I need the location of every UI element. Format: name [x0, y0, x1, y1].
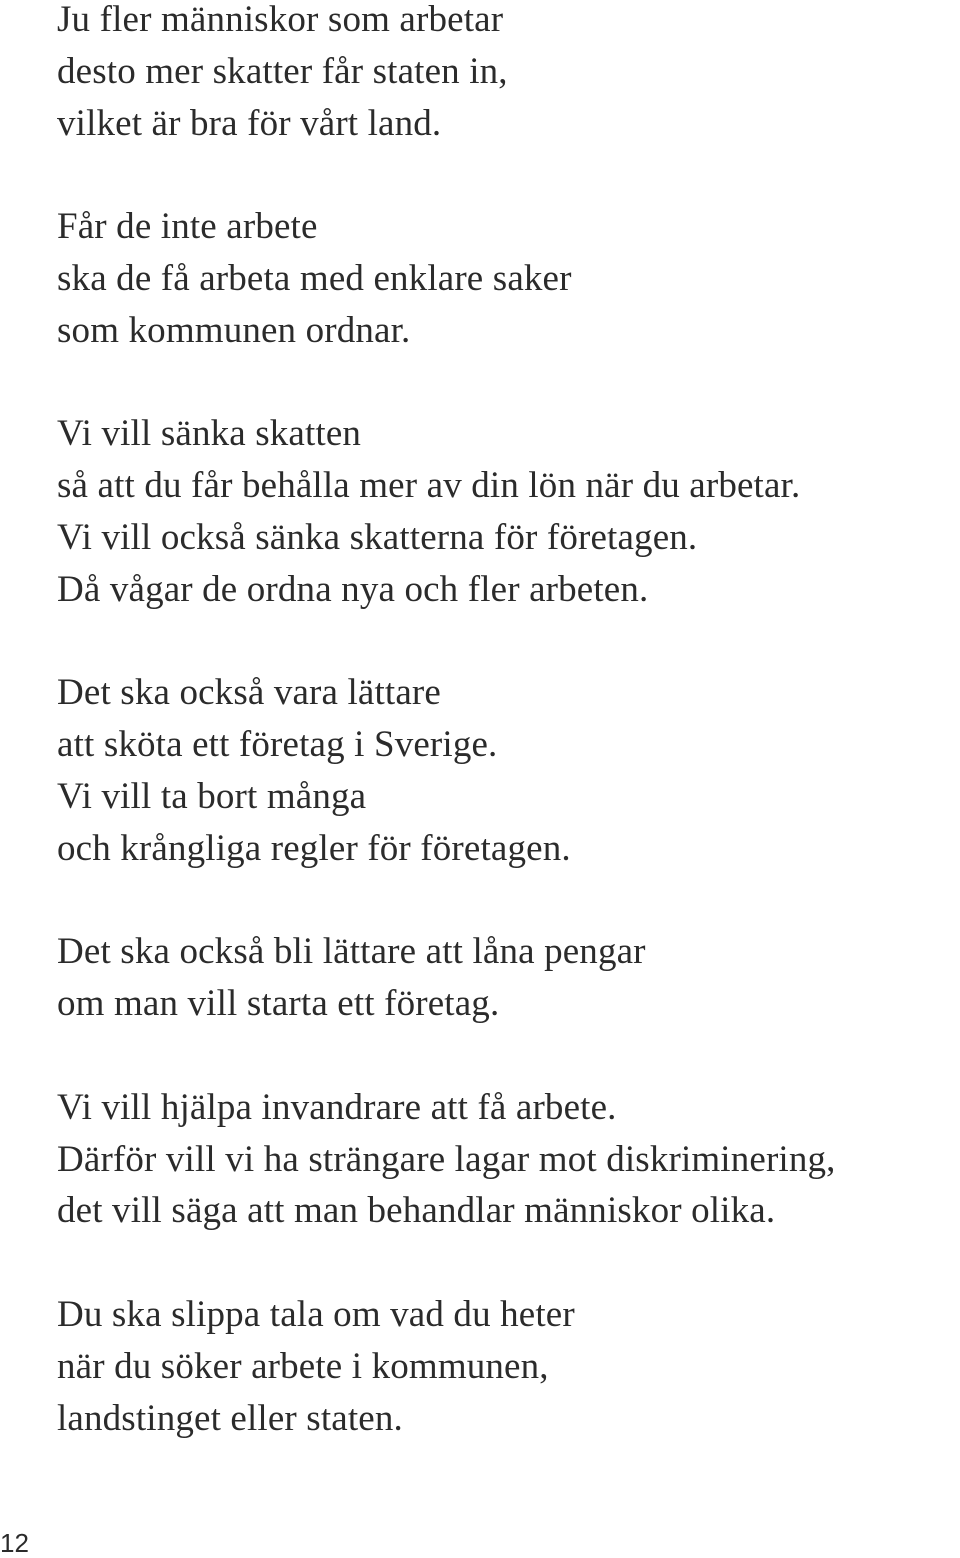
text-line: Därför vill vi ha strängare lagar mot diskriminering, — [57, 1138, 836, 1180]
paragraph-gap — [57, 357, 957, 409]
text-line: så att du får behålla mer av din lön när du arbetar. — [57, 465, 801, 507]
paragraph — [57, 1289, 957, 1444]
text-line: ska de få arbeta med enklare saker — [57, 257, 572, 299]
text-line: Vi vill sänka skatten — [57, 413, 362, 455]
paragraph — [57, 408, 957, 615]
text-line: när du söker arbete i kommunen, — [57, 1345, 549, 1387]
paragraph-gap — [57, 1030, 957, 1082]
paragraph-gap — [57, 616, 957, 668]
text-line: Du ska slippa tala om vad du heter — [57, 1293, 575, 1335]
text-line: vilket är bra för vårt land. — [57, 102, 442, 144]
text-line: som kommunen ordnar. — [57, 309, 411, 351]
text-line: landstinget eller staten. — [57, 1397, 403, 1439]
text-line: Ju fler människor som arbetar — [57, 0, 504, 40]
text-line: Får de inte arbete — [57, 206, 318, 248]
paragraph-gap — [57, 1237, 957, 1289]
text-line: Vi vill också sänka skatterna för företagen. — [57, 516, 698, 558]
text-line: Det ska också vara lättare — [57, 672, 441, 714]
text-line: Det ska också bli lättare att låna pengar — [57, 931, 646, 973]
paragraph — [57, 926, 957, 1030]
text-line: Vi vill ta bort många — [57, 775, 367, 817]
paragraph — [57, 0, 957, 149]
text-line: och krångliga regler för företagen. — [57, 827, 571, 869]
paragraph — [57, 1082, 957, 1237]
paragraph — [57, 201, 957, 356]
text-line: det vill säga att man behandlar människor olika. — [57, 1190, 776, 1232]
page-body — [57, 0, 957, 1444]
text-line: desto mer skatter får staten in, — [57, 50, 508, 92]
text-line: att sköta ett företag i Sverige. — [57, 724, 498, 766]
paragraph-gap — [57, 149, 957, 201]
paragraph — [57, 667, 957, 874]
page-number: 12 — [0, 1528, 29, 1558]
text-line: om man vill starta ett företag. — [57, 983, 500, 1025]
text-line: Vi vill hjälpa invandrare att få arbete. — [57, 1086, 617, 1128]
paragraph-gap — [57, 875, 957, 927]
text-line: Då vågar de ordna nya och fler arbeten. — [57, 568, 649, 610]
